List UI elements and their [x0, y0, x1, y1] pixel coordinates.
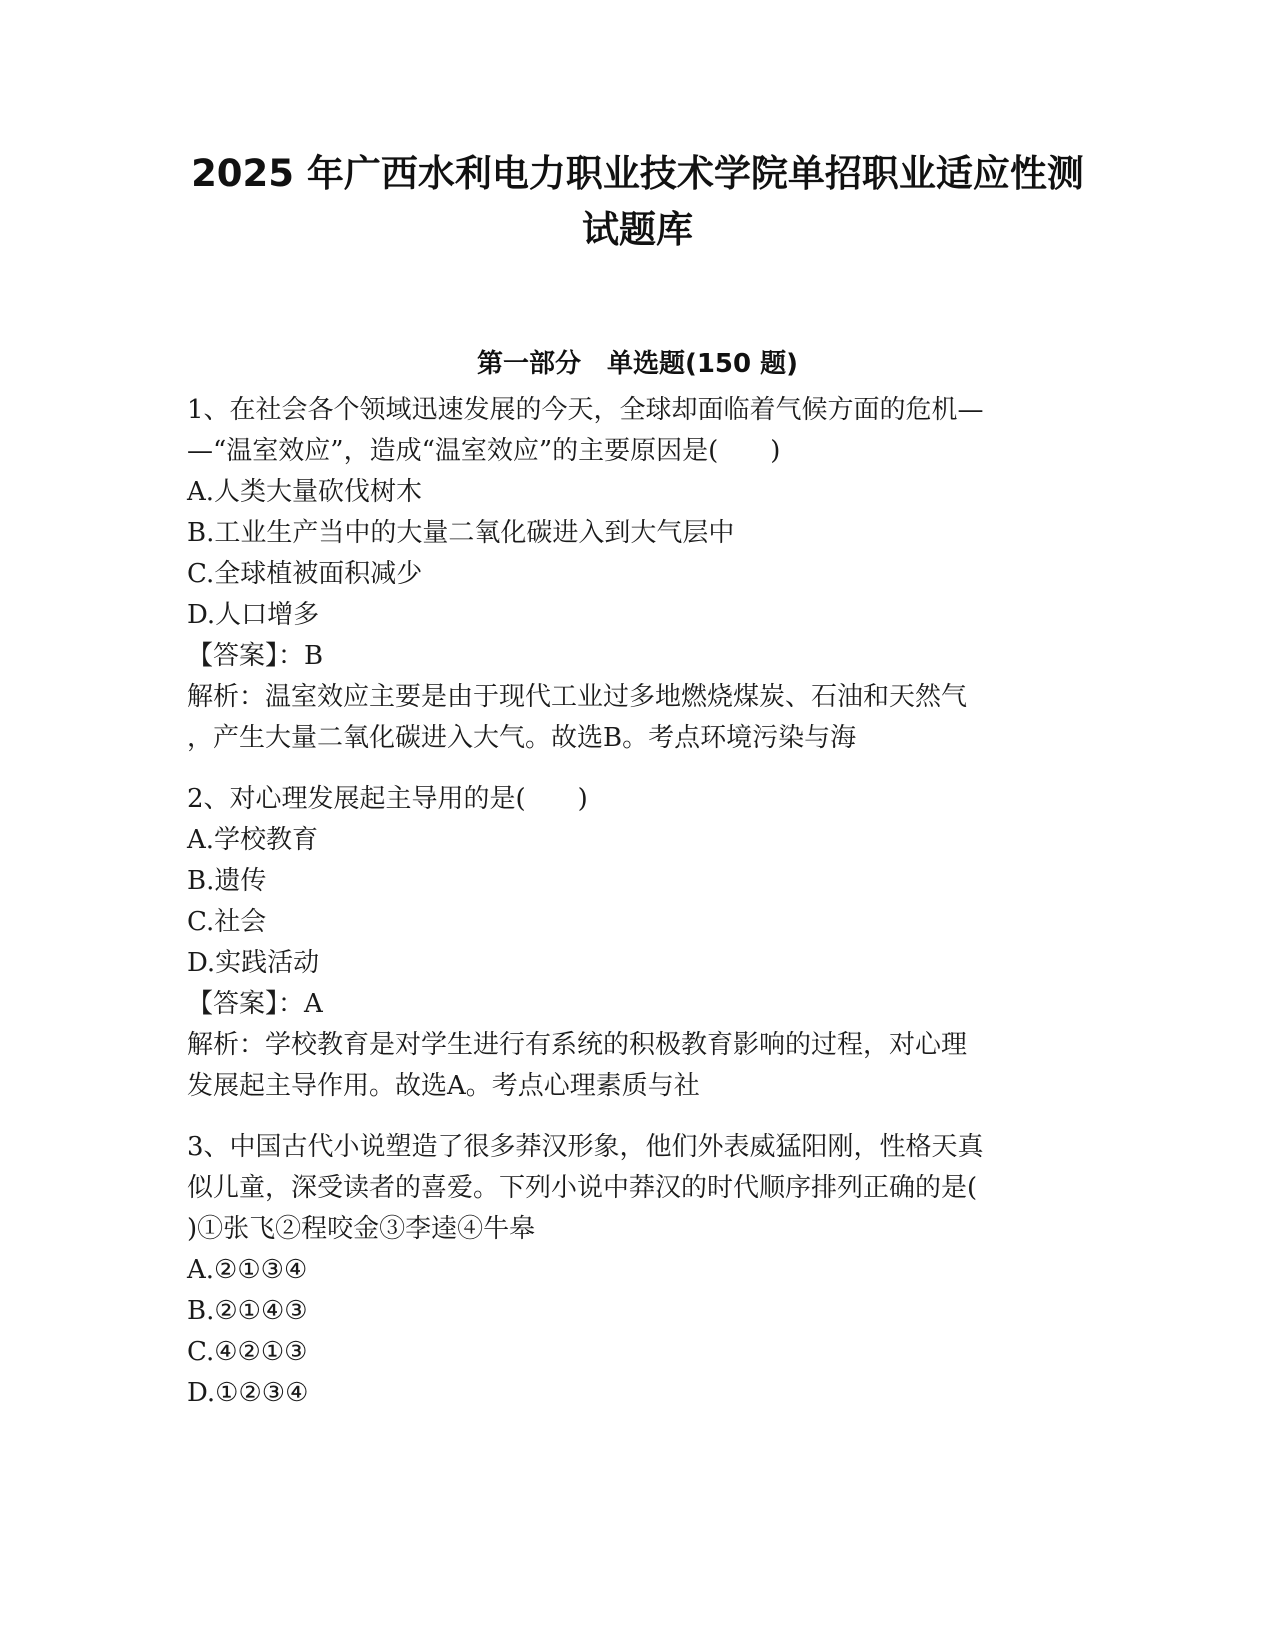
question-3-option-c: C.④②①③ — [187, 1337, 308, 1367]
question-1-answer: 【答案】：B — [187, 641, 324, 671]
question-1-stem-line-2: —“温室效应”，造成“温室效应”的主要原因是( ) — [187, 436, 781, 466]
question-2-analysis-line-2: 发展起主导作用。故选A。考点心理素质与社 — [187, 1071, 700, 1101]
question-3-option-b: B.②①④③ — [187, 1296, 308, 1326]
question-2-answer: 【答案】：A — [187, 989, 323, 1019]
question-1-option-d: D.人口增多 — [187, 600, 320, 630]
question-1-option-c: C.全球植被面积减少 — [187, 559, 423, 589]
document-title-line-2: 试题库 — [582, 208, 693, 251]
question-1-option-b: B.工业生产当中的大量二氧化碳进入到大气层中 — [187, 518, 735, 548]
question-3-option-d: D.①②③④ — [187, 1378, 309, 1408]
question-1-analysis-line-1: 解析：温室效应主要是由于现代工业过多地燃烧煤炭、石油和天然气 — [187, 682, 968, 712]
question-3-stem-line-2: 似儿童，深受读者的喜爱。下列小说中莽汉的时代顺序排列正确的是( — [187, 1173, 978, 1203]
section-heading: 第一部分 单选题(150 题) — [476, 349, 799, 379]
question-2-option-b: B.遗传 — [187, 866, 267, 896]
question-3-stem-line-1: 3、中国古代小说塑造了很多莽汉形象，他们外表威猛阳刚，性格天真 — [187, 1132, 984, 1162]
question-1-analysis-line-2: ，产生大量二氧化碳进入大气。故选B。考点环境污染与海 — [187, 723, 857, 753]
question-2-analysis-line-1: 解析：学校教育是对学生进行有系统的积极教育影响的过程，对心理 — [187, 1030, 968, 1060]
question-2-option-d: D.实践活动 — [187, 948, 320, 978]
question-3-stem-line-3: )①张飞②程咬金③李逵④牛皋 — [187, 1214, 536, 1244]
document-title-line-1: 2025 年广西水利电力职业技术学院单招职业适应性测 — [191, 152, 1084, 195]
question-1-option-a: A.人类大量砍伐树木 — [187, 477, 423, 507]
question-1-stem-line-1: 1、在社会各个领域迅速发展的今天，全球却面临着气候方面的危机— — [187, 395, 984, 425]
question-2-option-c: C.社会 — [187, 907, 267, 937]
question-2-stem-line-1: 2、对心理发展起主导用的是( ) — [187, 784, 588, 814]
question-2-option-a: A.学校教育 — [187, 825, 319, 855]
question-3-option-a: A.②①③④ — [187, 1255, 308, 1285]
